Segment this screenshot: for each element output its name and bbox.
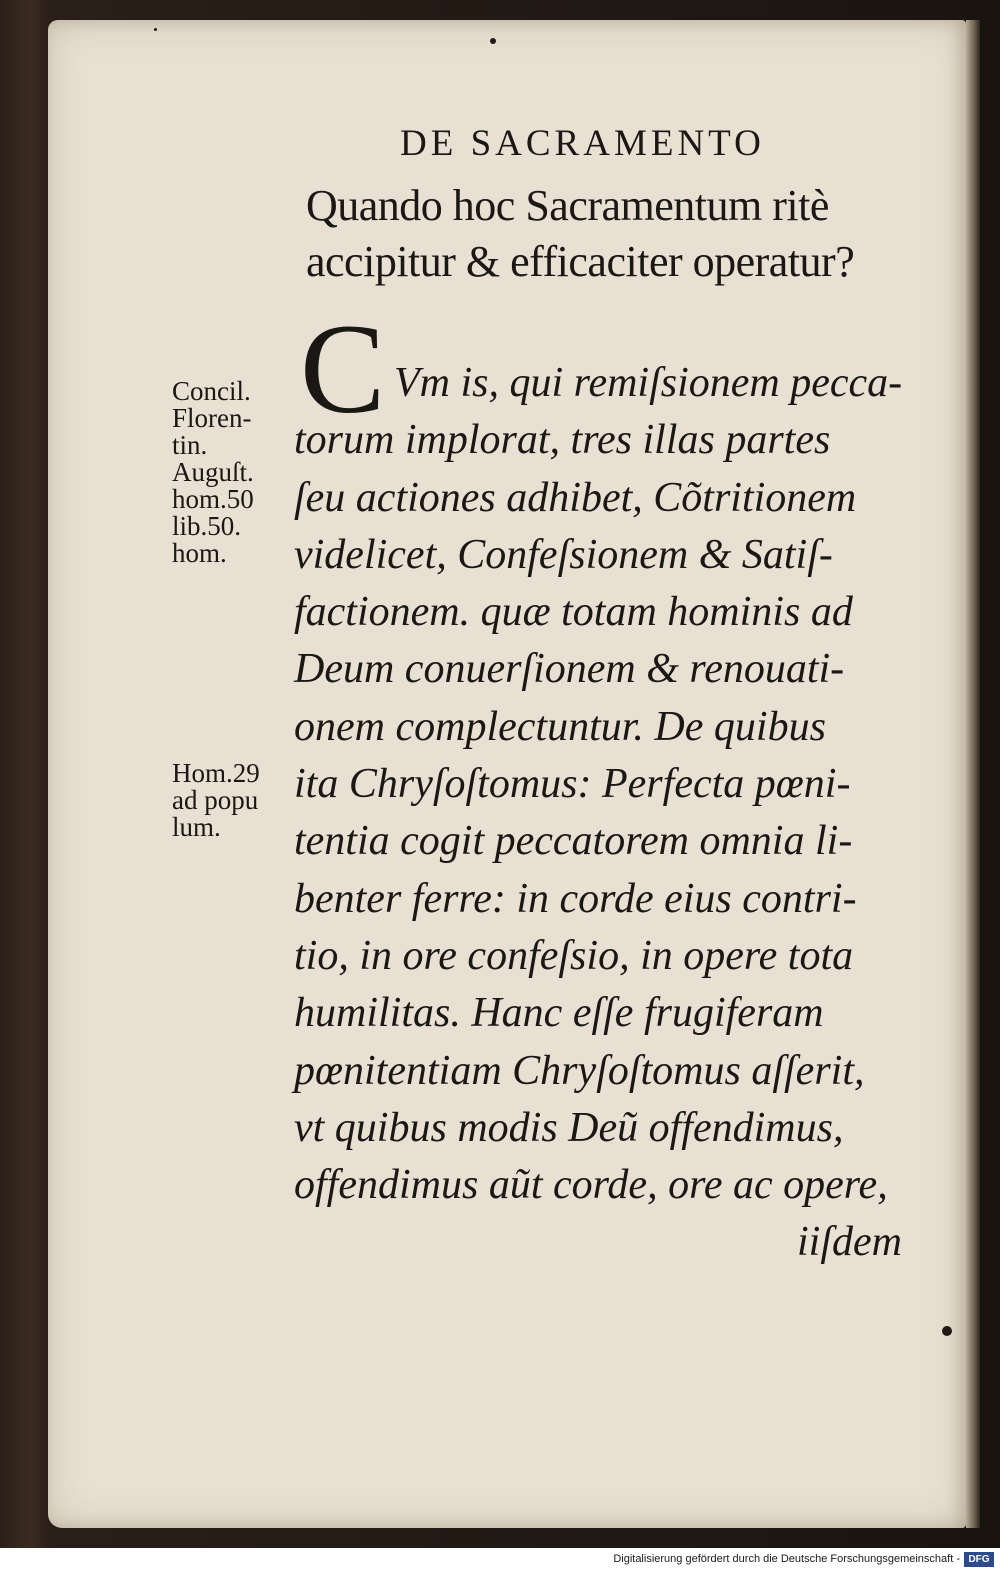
page-edge <box>966 20 980 1528</box>
body-line: factionem. quæ totam hominis ad <box>294 589 853 636</box>
margin-line: hom.50 <box>172 484 254 514</box>
body-line: benter ferre: in corde eius contri- <box>294 875 857 922</box>
body-line: pœnitentiam Chryſoſtomus aſſerit, <box>294 1047 865 1094</box>
page-header: DE SACRAMENTO <box>400 123 765 164</box>
margin-line: Floren- <box>172 403 252 433</box>
margin-line: Hom.29 <box>172 758 260 788</box>
ink-speck <box>154 28 157 31</box>
margin-line: Auguſt. <box>172 457 254 487</box>
margin-line: lib.50. <box>172 511 242 541</box>
section-question <box>306 178 918 290</box>
margin-line: hom. <box>172 538 227 568</box>
question-line: Quando hoc Sacramentum ritè <box>306 181 829 230</box>
body-line: torum implorat, tres illas partes <box>294 417 831 464</box>
dfg-logo: DFG <box>964 1552 994 1567</box>
catchword: iiſdem <box>797 1219 902 1266</box>
ink-speck <box>490 38 496 44</box>
margin-note <box>172 760 297 841</box>
margin-line: tin. <box>172 430 208 460</box>
funding-credit: Digitalisierung gefördert durch die Deutsche Forschungsgemeinschaft - <box>613 1553 960 1565</box>
body-line: vt quibus modis Deũ offendimus, <box>294 1104 844 1151</box>
body-line: Vm is, qui remiſsionem pecca- <box>394 360 903 406</box>
body-line: videlicet, Confeſsionem & Satiſ- <box>294 531 833 578</box>
question-line: accipitur & efficaciter operatur? <box>306 237 855 286</box>
drop-cap: C <box>300 298 386 440</box>
body-line: humilitas. Hanc eſſe frugiferam <box>294 990 824 1037</box>
body-text <box>294 355 906 1272</box>
body-line: tio, in ore confeſsio, in opere tota <box>294 932 854 979</box>
body-line: Deum conuerſionem & renouati- <box>294 646 845 693</box>
body-line: onem complectuntur. De quibus <box>294 703 826 750</box>
digitization-footer <box>0 1548 1000 1572</box>
ink-speck <box>942 1326 952 1336</box>
body-line: tentia cogit peccatorem omnia li- <box>294 818 853 865</box>
margin-note <box>172 378 297 567</box>
margin-line: Concil. <box>172 376 251 406</box>
body-line: ſeu actiones adhibet, Cõtritionem <box>294 474 857 521</box>
body-line: ita Chryſoſtomus: Perfecta pœni- <box>294 761 851 808</box>
margin-line: lum. <box>172 812 221 842</box>
body-line: offendimus aũt corde, ore ac opere, <box>294 1162 888 1209</box>
margin-line: ad popu <box>172 785 259 815</box>
